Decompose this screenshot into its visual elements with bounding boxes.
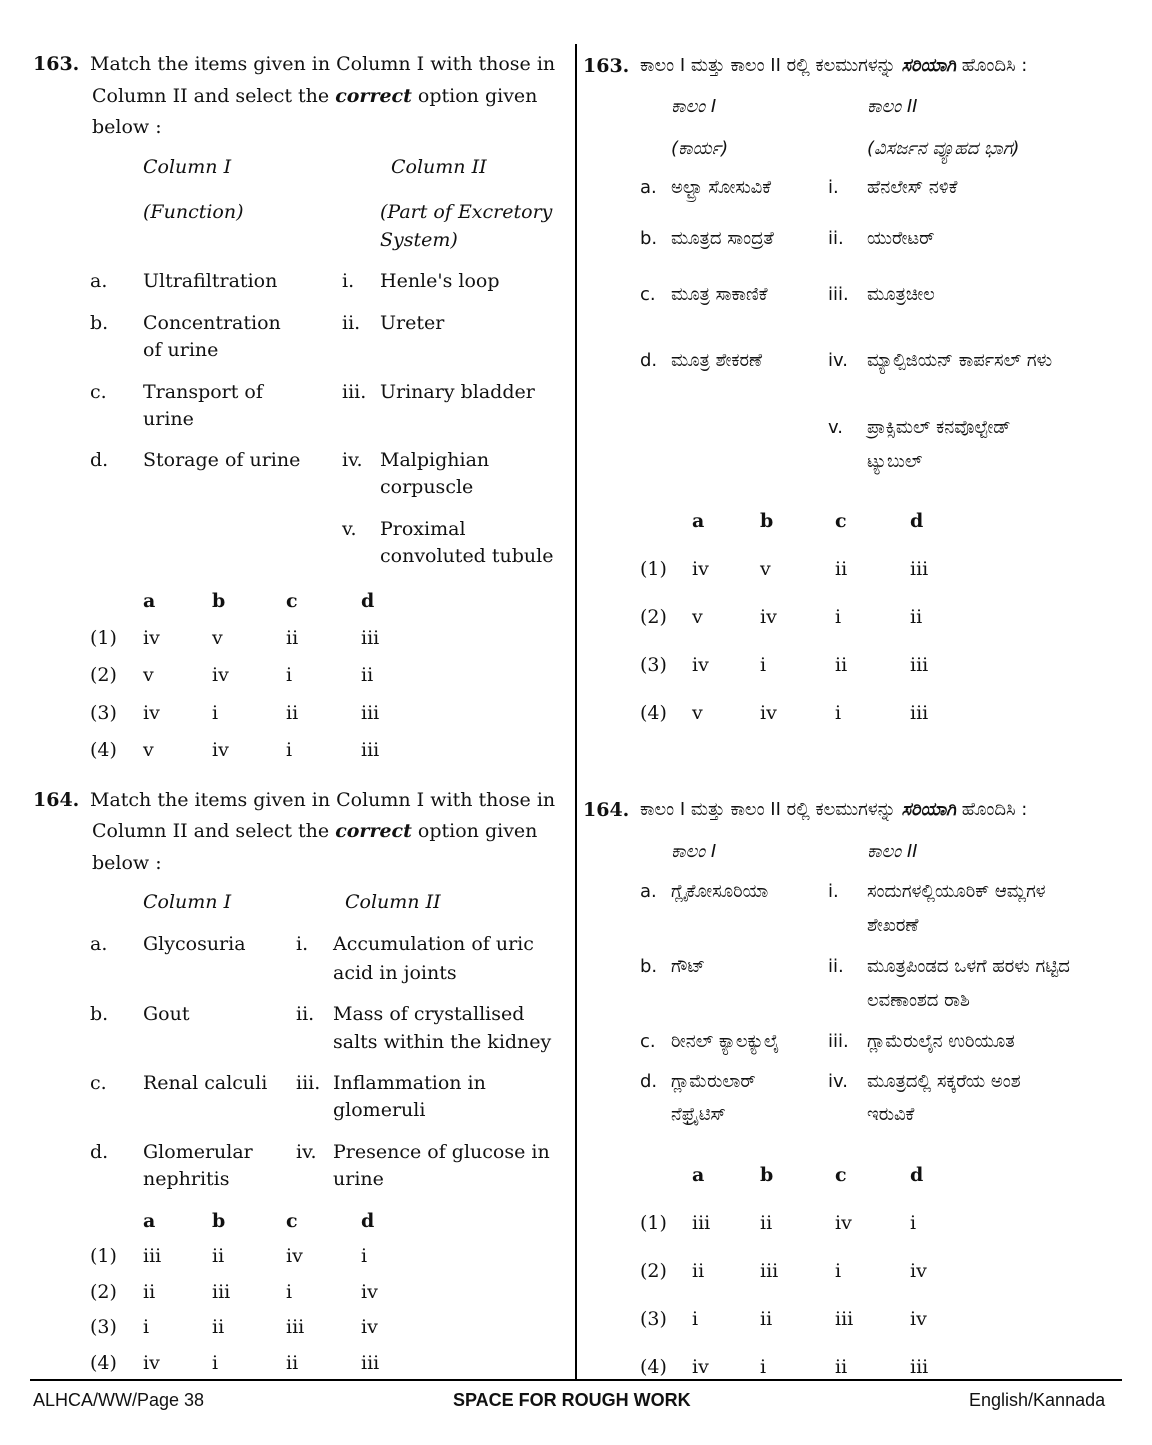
option-value: v: [692, 606, 703, 628]
item-text: Gout: [143, 1003, 190, 1025]
option-value: ii: [835, 558, 848, 580]
stem-text: ಕಾಲಂ I ಮತ್ತು ಕಾಲಂ II ರಲ್ಲಿ ಕಲಮುಗಳನ್ನು: [640, 55, 902, 76]
match-text: ಗ್ಲಾಮೆರುಲೈನ ಉರಿಯೂತ: [867, 1031, 1015, 1052]
option-value: i: [143, 1316, 150, 1338]
option-value: v: [143, 664, 154, 686]
match-key: v.: [342, 518, 357, 540]
option-value: ii: [835, 654, 848, 676]
option-value: i: [835, 702, 842, 724]
question-stem-line: [92, 85, 537, 107]
stem-emphasis: correct: [335, 85, 412, 107]
column-1-heading: ಕಾಲಂ I: [671, 841, 717, 862]
page-code: ALHCA/WW/Page 38: [33, 1390, 205, 1410]
option-value: v: [212, 627, 223, 649]
item-text: Concentration: [143, 312, 281, 334]
match-text: Presence of glucose in: [333, 1141, 550, 1163]
option-value: iii: [212, 1281, 231, 1303]
match-key: iii.: [828, 1031, 849, 1052]
match-key: iv.: [296, 1141, 317, 1163]
option-header: b: [212, 590, 226, 612]
item-text: Ultrafiltration: [143, 270, 278, 292]
option-value: i: [835, 606, 842, 628]
option-value: v: [692, 702, 703, 724]
match-key: iv.: [828, 350, 848, 371]
option-value: iii: [910, 702, 929, 724]
option-header: c: [835, 510, 847, 532]
option-header: d: [910, 510, 924, 532]
item-text: ಗ್ಲೈಕೋಸೂರಿಯಾ: [671, 881, 769, 902]
item-key: b.: [90, 312, 109, 334]
question-stem-line: [640, 55, 1027, 77]
stem-text: option given: [411, 85, 538, 107]
stem-emphasis: ಸರಿಯಾಗಿ: [901, 799, 957, 820]
column-2-subheading: (Part of Excretory: [380, 201, 553, 223]
option-value: iii: [143, 1245, 162, 1267]
option-header: c: [286, 590, 298, 612]
option-number[interactable]: (1): [640, 1212, 667, 1234]
match-text: ಪ್ರಾಕ್ಸಿಮಲ್ ಕನವೊಲ್ಟೇಡ್: [867, 417, 1011, 438]
option-value: iii: [910, 1356, 929, 1378]
option-number[interactable]: (2): [640, 1260, 667, 1282]
item-key: c.: [640, 284, 656, 305]
option-header: a: [143, 590, 156, 612]
match-text: Urinary bladder: [380, 381, 535, 403]
option-value: ii: [286, 1352, 299, 1374]
item-key: b.: [640, 228, 658, 249]
option-number[interactable]: (3): [640, 654, 667, 676]
option-value: iv: [212, 739, 229, 761]
column-1-heading: Column I: [143, 891, 232, 913]
option-value: ii: [361, 664, 374, 686]
match-key: i.: [828, 881, 839, 902]
column-2-heading: ಕಾಲಂ II: [867, 841, 918, 862]
option-value: iv: [143, 627, 160, 649]
option-number[interactable]: (2): [90, 664, 117, 686]
match-key: iv.: [342, 449, 363, 471]
item-text: ಗೌಟ್: [671, 956, 706, 977]
option-value: iii: [361, 1352, 380, 1374]
match-text: ಇರುವಿಕೆ: [867, 1104, 915, 1125]
language-label: English/Kannada: [969, 1390, 1106, 1410]
option-value: i: [760, 1356, 767, 1378]
item-text: urine: [143, 408, 194, 430]
item-text: ರೀನಲ್ ಕ್ಯಾಲಕ್ಯುಲೈ: [671, 1031, 780, 1052]
option-number[interactable]: (1): [90, 627, 117, 649]
column-2-heading: Column II: [391, 156, 487, 178]
question-number: 163.: [583, 55, 630, 77]
match-key: v.: [828, 417, 843, 438]
match-key: ii.: [342, 312, 361, 334]
question-stem-line: [92, 820, 537, 842]
stem-text: Column II and select the: [92, 820, 336, 842]
match-key: ii.: [828, 228, 844, 249]
option-number[interactable]: (4): [640, 1356, 667, 1378]
option-value: i: [910, 1212, 917, 1234]
question-number: 163.: [33, 53, 80, 75]
option-header: b: [760, 1164, 774, 1186]
option-header: b: [212, 1210, 226, 1232]
match-text: ಮೂತ್ರದಲ್ಲಿ ಸಕ್ಕರೆಯ ಅಂಶ: [867, 1071, 1021, 1092]
item-key: b.: [640, 956, 658, 977]
stem-text: option given: [411, 820, 538, 842]
column-1-heading: ಕಾಲಂ I: [671, 96, 717, 117]
stem-emphasis: correct: [335, 820, 412, 842]
question-stem-line: [640, 799, 1027, 821]
option-header: a: [692, 1164, 705, 1186]
option-value: iv: [910, 1308, 927, 1330]
match-text: ಮ್ಯಾಲ್ಪಿಜಿಯನ್ ಕಾರ್ಪಸಲ್ ಗಳು: [867, 350, 1053, 371]
item-text: Glomerular: [143, 1141, 253, 1163]
option-value: ii: [760, 1308, 773, 1330]
match-text: acid in joints: [333, 962, 457, 984]
option-number[interactable]: (4): [90, 739, 117, 761]
item-text: ಮೂತ್ರದ ಸಾಂದ್ರತೆ: [671, 228, 774, 249]
option-header: d: [361, 590, 375, 612]
option-header: d: [910, 1164, 924, 1186]
option-value: iii: [692, 1212, 711, 1234]
option-value: iii: [286, 1316, 305, 1338]
column-1-subheading: (Function): [143, 201, 244, 223]
item-text: Glycosuria: [143, 933, 246, 955]
column-2-heading: Column II: [345, 891, 441, 913]
match-key: iii.: [296, 1072, 321, 1094]
option-value: ii: [286, 627, 299, 649]
match-text: ಟ್ಯುಬುಲ್: [867, 451, 923, 472]
option-value: i: [361, 1245, 368, 1267]
item-key: d.: [640, 350, 658, 371]
stem-emphasis: ಸರಿಯಾಗಿ: [901, 55, 957, 76]
match-key: i.: [342, 270, 355, 292]
item-key: d.: [640, 1071, 658, 1092]
option-value: i: [212, 702, 219, 724]
item-key: c.: [640, 1031, 656, 1052]
footer-rule: [30, 1379, 1122, 1381]
item-text: ಅಲ್ಟ್ರಾ ಸೋಸುವಿಕೆ: [671, 177, 772, 198]
match-key: iii.: [828, 284, 849, 305]
option-header: c: [286, 1210, 298, 1232]
option-value: iii: [361, 627, 380, 649]
column-1-subheading: (ಕಾರ್ಯ): [671, 138, 729, 159]
option-value: iv: [143, 1352, 160, 1374]
option-value: ii: [143, 1281, 156, 1303]
option-value: iii: [361, 702, 380, 724]
option-value: iii: [361, 739, 380, 761]
match-text: urine: [333, 1168, 384, 1190]
column-divider: [575, 44, 577, 1380]
match-key: i.: [296, 933, 309, 955]
option-value: iv: [692, 558, 709, 580]
option-value: i: [286, 1281, 293, 1303]
option-number[interactable]: (1): [90, 1245, 117, 1267]
match-text: Mass of crystallised: [333, 1003, 525, 1025]
option-value: ii: [692, 1260, 705, 1282]
match-text: salts within the kidney: [333, 1031, 552, 1053]
option-value: i: [286, 739, 293, 761]
item-text: ಗ್ಲಾಮೆರುಲಾರ್: [671, 1071, 756, 1092]
column-2-heading: ಕಾಲಂ II: [867, 96, 918, 117]
option-value: ii: [212, 1316, 225, 1338]
item-key: a.: [90, 933, 108, 955]
match-text: Accumulation of uric: [333, 933, 534, 955]
match-text: Henle's loop: [380, 270, 500, 292]
item-key: a.: [640, 177, 657, 198]
option-number[interactable]: (2): [640, 606, 667, 628]
match-text: Inflammation in: [333, 1072, 486, 1094]
item-text: Transport of: [143, 381, 263, 403]
option-value: iv: [692, 1356, 709, 1378]
question-stem-line: Match the items given in Column I with those in: [90, 789, 556, 811]
item-text: nephritis: [143, 1168, 230, 1190]
option-header: a: [143, 1210, 156, 1232]
option-value: iv: [143, 702, 160, 724]
option-value: iv: [910, 1260, 927, 1282]
option-value: i: [286, 664, 293, 686]
option-number[interactable]: (3): [90, 1316, 117, 1338]
match-text: corpuscle: [380, 476, 474, 498]
option-header: c: [835, 1164, 847, 1186]
match-key: iv.: [828, 1071, 848, 1092]
option-value: iv: [286, 1245, 303, 1267]
match-text: Malpighian: [380, 449, 490, 471]
option-header: d: [361, 1210, 375, 1232]
option-value: ii: [835, 1356, 848, 1378]
item-key: c.: [90, 381, 107, 403]
option-value: iii: [760, 1260, 779, 1282]
column-2-subheading: (ವಿಸರ್ಜನ ವ್ಯೂಹದ ಭಾಗ): [867, 138, 1020, 159]
option-number[interactable]: (4): [640, 702, 667, 724]
option-value: iv: [760, 702, 777, 724]
option-value: iv: [692, 654, 709, 676]
option-number[interactable]: (3): [640, 1308, 667, 1330]
match-text: ಸಂದುಗಳಲ್ಲಿಯೂರಿಕ್ ಆಮ್ಲಗಳ: [867, 881, 1046, 902]
stem-text: ಹೊಂದಿಸಿ :: [956, 799, 1028, 820]
item-text: ಮೂತ್ರ ಸಾಕಾಣಿಕೆ: [671, 284, 768, 305]
match-text: convoluted tubule: [380, 545, 554, 567]
match-key: i.: [828, 177, 839, 198]
stem-text: ಹೊಂದಿಸಿ :: [956, 55, 1028, 76]
option-value: iv: [835, 1212, 852, 1234]
option-value: i: [212, 1352, 219, 1374]
option-value: i: [692, 1308, 699, 1330]
match-key: ii.: [828, 956, 844, 977]
option-value: iii: [910, 654, 929, 676]
item-key: d.: [90, 449, 109, 471]
option-value: i: [835, 1260, 842, 1282]
item-text: Storage of urine: [143, 449, 301, 471]
item-text: Renal calculi: [143, 1072, 268, 1094]
match-text: ಮೂತ್ರಚೀಲ: [867, 284, 935, 305]
match-text: ಮೂತ್ರಪಿಂಡದ ಒಳಗೆ ಹರಳು ಗಟ್ಟಿದ: [867, 956, 1070, 977]
match-key: ii.: [296, 1003, 315, 1025]
option-value: iii: [910, 558, 929, 580]
item-key: d.: [90, 1141, 109, 1163]
option-value: iv: [361, 1316, 378, 1338]
question-number: 164.: [33, 789, 80, 811]
option-value: i: [760, 654, 767, 676]
option-value: iii: [835, 1308, 854, 1330]
match-text: Ureter: [380, 312, 445, 334]
option-value: v: [760, 558, 771, 580]
option-value: ii: [910, 606, 923, 628]
option-value: v: [143, 739, 154, 761]
match-text: ಯುರೇಟರ್: [867, 228, 935, 249]
stem-text: Column II and select the: [92, 85, 336, 107]
match-text: glomeruli: [333, 1099, 426, 1121]
match-text: Proximal: [380, 518, 466, 540]
option-value: ii: [286, 702, 299, 724]
option-value: iv: [760, 606, 777, 628]
option-number[interactable]: (3): [90, 702, 117, 724]
stem-text: ಕಾಲಂ I ಮತ್ತು ಕಾಲಂ II ರಲ್ಲಿ ಕಲಮುಗಳನ್ನು: [640, 799, 902, 820]
option-value: iv: [212, 664, 229, 686]
option-number[interactable]: (1): [640, 558, 667, 580]
option-value: ii: [760, 1212, 773, 1234]
option-value: ii: [212, 1245, 225, 1267]
option-header: a: [692, 510, 705, 532]
item-text: ಮೂತ್ರ ಶೇಕರಣೆ: [671, 350, 763, 371]
option-value: iv: [361, 1281, 378, 1303]
match-text: ಹೆನಲೇಸ್ ನಳಿಕೆ: [867, 177, 958, 198]
option-header: b: [760, 510, 774, 532]
item-key: a.: [90, 270, 108, 292]
item-key: a.: [640, 881, 657, 902]
question-stem-line: below :: [92, 852, 162, 874]
item-key: b.: [90, 1003, 109, 1025]
question-stem-line: Match the items given in Column I with those in: [90, 53, 556, 75]
question-stem-line: below :: [92, 116, 162, 138]
option-number[interactable]: (2): [90, 1281, 117, 1303]
item-text: ನೆಫ್ರೈಟಿಸ್: [671, 1104, 726, 1125]
column-2-subheading: System): [380, 229, 458, 251]
match-key: iii.: [342, 381, 367, 403]
match-text: ಲವಣಾಂಶದ ರಾಶಿ: [867, 990, 970, 1011]
column-1-heading: Column I: [143, 156, 232, 178]
question-number: 164.: [583, 799, 630, 821]
rough-work-label: SPACE FOR ROUGH WORK: [453, 1390, 691, 1410]
item-key: c.: [90, 1072, 107, 1094]
item-text: of urine: [143, 339, 219, 361]
match-text: ಶೇಖರಣೆ: [867, 915, 919, 936]
option-number[interactable]: (4): [90, 1352, 117, 1374]
